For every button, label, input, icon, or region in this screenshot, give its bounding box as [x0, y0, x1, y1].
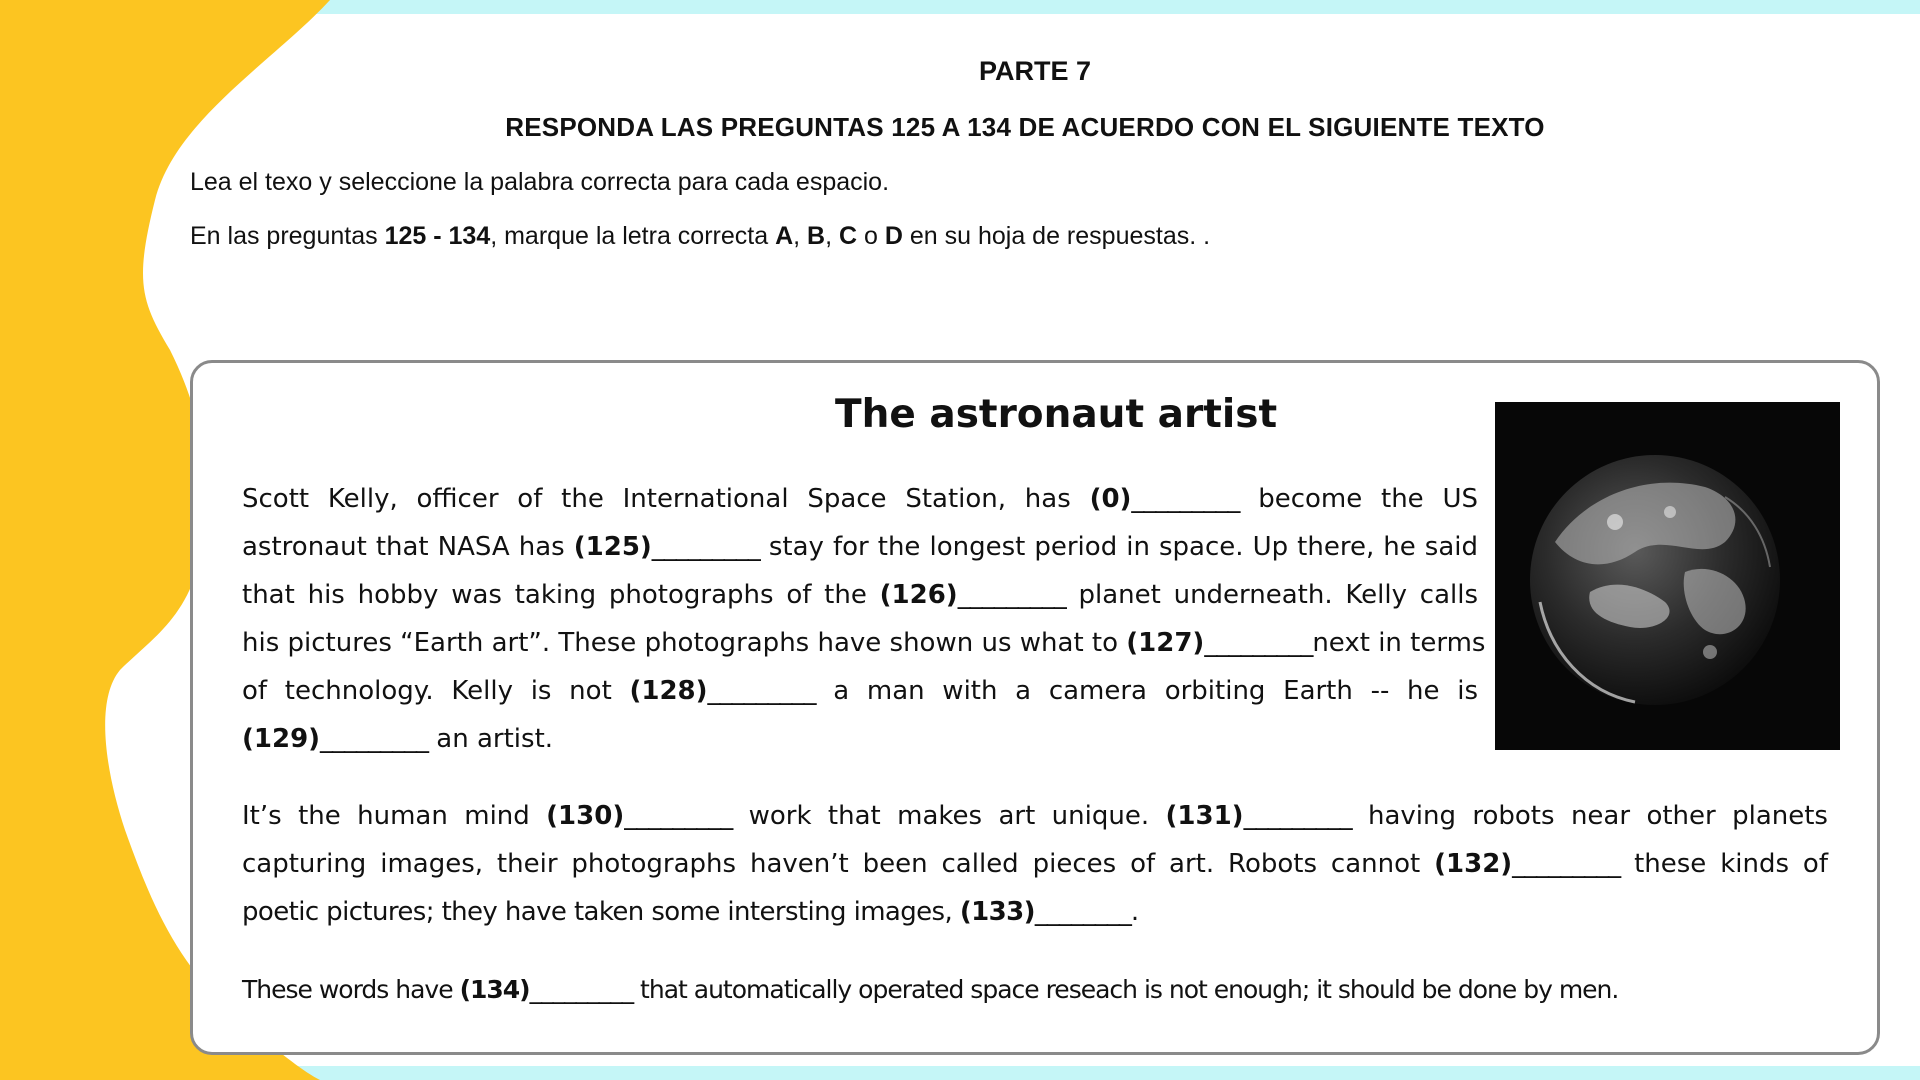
instruction-line-1: Lea el texo y seleccione la palabra correcta para cada espacio. [190, 168, 890, 196]
earth-photo [1495, 402, 1840, 750]
question-number: (134) [459, 975, 530, 1004]
passage-line: It’s the human mind (130)_________ work that makes art unique. (131)_________ having robots near other planets [242, 801, 1828, 831]
passage-line: capturing images, their photographs haven’t been called pieces of art. Robots cannot (132)_________ these kinds of [242, 849, 1828, 879]
passage-line: of technology. Kelly is not (128)_________ a man with a camera orbiting Earth -- he is [242, 676, 1478, 706]
answer-blank: _________ [1204, 628, 1313, 658]
question-number: (130) [546, 801, 625, 831]
answer-blank: _________ [624, 801, 733, 831]
instruction-line-2: En las preguntas 125 - 134, marque la letra correcta A, B, C o D en su hoja de respuestas. . [190, 222, 1211, 250]
passage-line: Scott Kelly, officer of the International Space Station, has (0)_________ become the US [242, 484, 1478, 514]
answer-blank: _________ [957, 580, 1066, 610]
question-number: (129) [242, 724, 321, 754]
answer-blank: _________ [1243, 801, 1352, 831]
question-number: (132) [1434, 849, 1513, 879]
question-number: (131) [1165, 801, 1244, 831]
answer-blank: _________ [320, 724, 429, 754]
passage-line: his pictures “Earth art”. These photographs have shown us what to (127)_________next in terms [242, 628, 1486, 658]
question-number: (126) [879, 580, 958, 610]
answer-blank: _________ [651, 532, 760, 562]
passage-line: that his hobby was taking photographs of the (126)_________ planet underneath. Kelly calls [242, 580, 1479, 610]
answer-blank: _________ [529, 975, 634, 1004]
passage-line: astronaut that NASA has (125)_________ stay for the longest period in space. Up there, he said [242, 532, 1478, 562]
question-number: (133) [959, 897, 1035, 927]
passage-line: (129)_________ an artist. [242, 724, 554, 754]
passage-title: The astronaut artist [835, 392, 1278, 437]
answer-blank: ________ [1034, 897, 1131, 927]
question-number: (125) [573, 532, 652, 562]
answer-blank: _________ [1512, 849, 1621, 879]
question-number: (127) [1126, 628, 1205, 658]
answer-blank: _________ [1131, 484, 1240, 514]
passage-line: These words have (134)_________ that automatically operated space reseach is not enough; it should be done by men. [242, 975, 1619, 1004]
instructions-heading: RESPONDA LAS PREGUNTAS 125 A 134 DE ACUERDO CON EL SIGUIENTE TEXTO [505, 112, 1545, 142]
passage-line: poetic pictures; they have taken some intersting images, (133)________. [242, 897, 1139, 927]
question-number: (128) [629, 676, 708, 706]
earth-image-drawing [1495, 402, 1840, 750]
question-number: (0) [1089, 484, 1132, 514]
answer-blank: _________ [707, 676, 816, 706]
part-heading: PARTE 7 [978, 56, 1092, 86]
